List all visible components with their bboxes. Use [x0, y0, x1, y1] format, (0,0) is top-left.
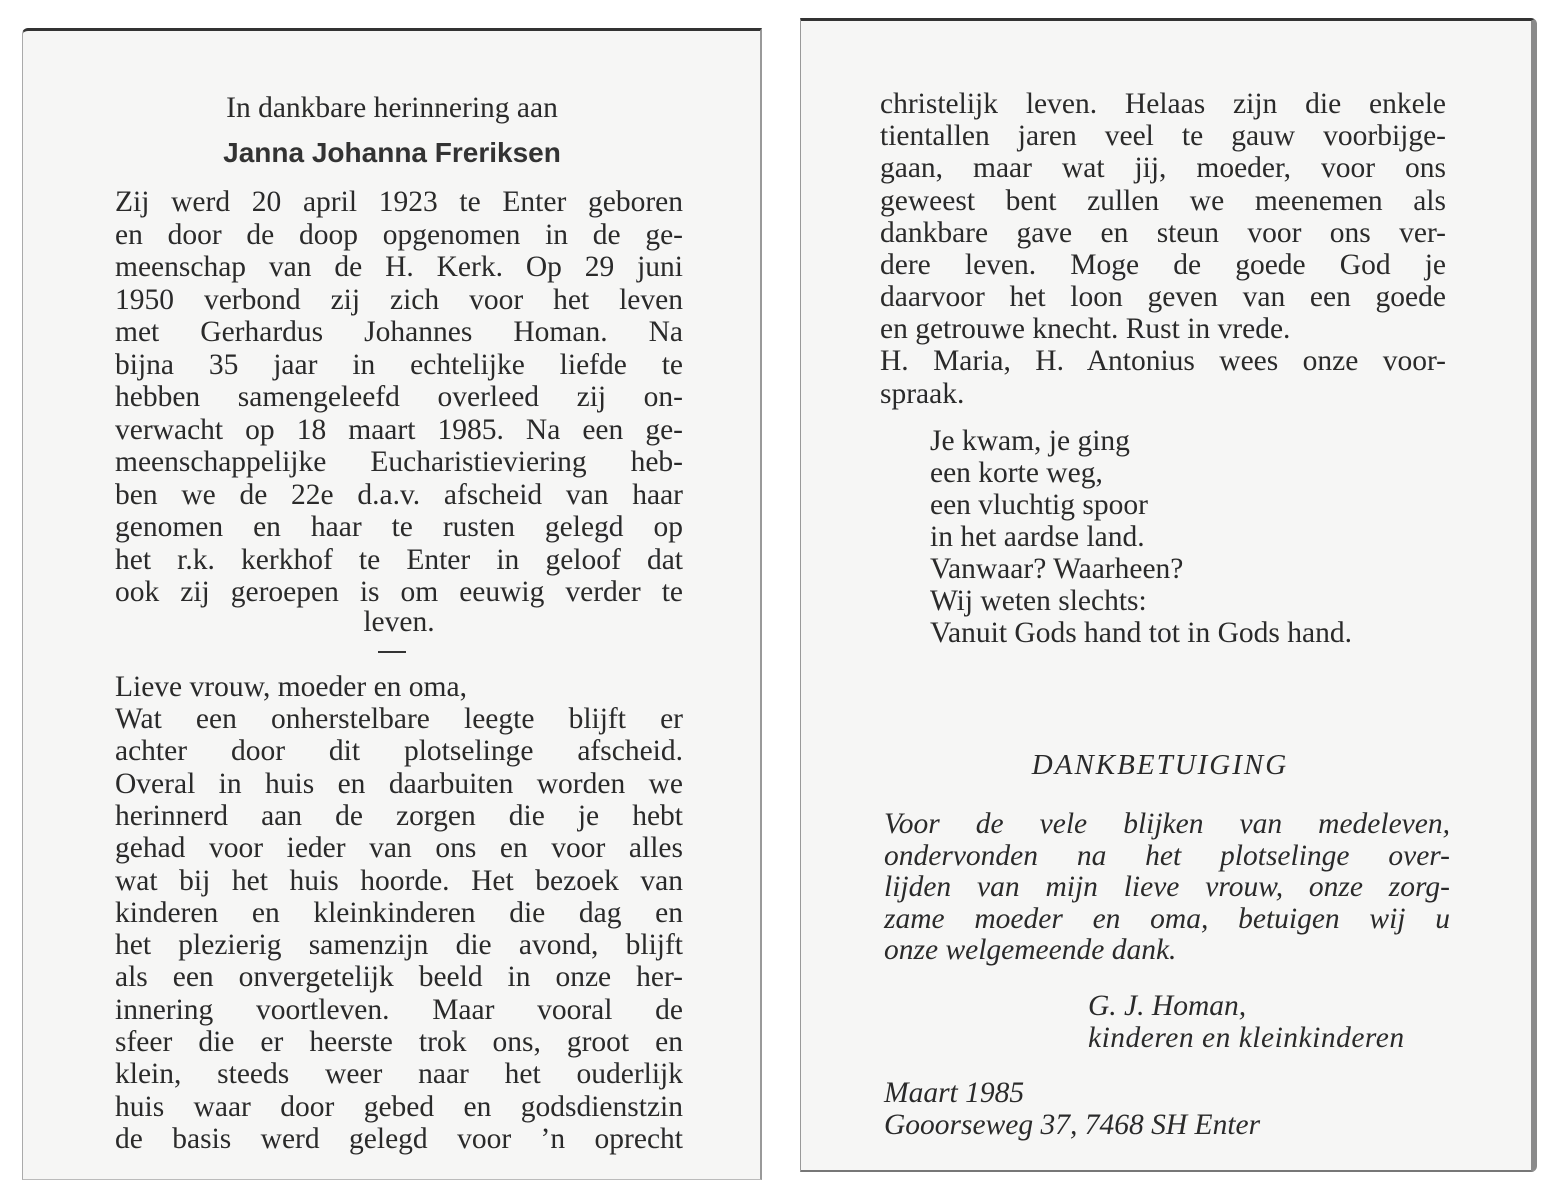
date-text: Maart 1985 [884, 1077, 1025, 1109]
letter-left-line: kinderen en kleinkinderen die dag en [115, 896, 683, 929]
letter-right-line: tientallen jaren veel te gauw voorbijge- [880, 120, 1446, 153]
prayer-line: H. Maria, H. Antonius wees onze voor- [880, 345, 1446, 377]
bio-line: ben we de 22e d.a.v. afscheid van haar [115, 478, 683, 511]
deceased-name: Janna Johanna Freriksen [223, 137, 561, 168]
poem-line: Je kwam, je ging [930, 425, 1130, 457]
bio-line: genomen en haar te rusten gelegd op [115, 511, 683, 543]
thanks-line: ondervonden na het plotselinge over- [884, 839, 1450, 872]
poem-line: Vanwaar? Waarheen? [930, 553, 1184, 585]
letter-right-line: gaan, maar wat jij, moeder, voor ons [880, 152, 1446, 185]
signature-name: G. J. Homan, [1088, 990, 1247, 1022]
thanks-line: Voor de vele blijken van medeleven, [884, 808, 1450, 840]
letter-right-line: christelijk leven. Helaas zijn die enkele [880, 88, 1446, 120]
bio-line: hebben samengeleefd overleed zij on- [115, 381, 683, 413]
letter-left-line: het plezierig samenzijn die avond, blijft [115, 929, 683, 962]
bio-line: verwacht op 18 maart 1985. Na een ge- [115, 413, 683, 446]
letter-left-line: als een onvergetelijk beeld in onze her- [115, 961, 683, 994]
bio-line: meenschappelijke Eucharistieviering heb- [115, 446, 683, 478]
letter-left-line: gehad voor ieder van ons en voor alles [115, 832, 683, 865]
thanks-heading: DANKBETUIGING [1031, 749, 1289, 781]
letter-right-last-line: en getrouwe knecht. Rust in vrede. [880, 313, 1291, 345]
thanks-line: zame moeder en oma, betuigen wij u [884, 902, 1450, 935]
biography-last-line: leven. [363, 606, 435, 638]
bio-line: het r.k. kerkhof te Enter in geloof dat [115, 543, 683, 576]
signature-family: kinderen en kleinkinderen [1088, 1022, 1405, 1054]
bio-line: ook zij geroepen is om eeuwig verder te [115, 576, 683, 608]
intro-text: In dankbare herinnering aan [226, 92, 558, 124]
letter-right-line: dere leven. Moge de goede God je [880, 249, 1446, 281]
poem-line: in het aardse land. [930, 521, 1145, 553]
thanks-line: lijden van mijn lieve vrouw, onze zorg- [884, 871, 1450, 903]
poem-line: Wij weten slechts: [930, 585, 1147, 617]
letter-right-line: geweest bent zullen we meenemen als [880, 184, 1446, 217]
bio-line: bijna 35 jaar in echtelijke liefde te [115, 348, 683, 381]
bio-line: met Gerhardus Johannes Homan. Na [115, 316, 683, 348]
letter-left-line: innering voortleven. Maar vooral de [115, 993, 683, 1026]
separator-dash [378, 651, 406, 653]
letter-left-line: Overal in huis en daarbuiten worden we [115, 767, 683, 800]
letter-left-line: herinnerd aan de zorgen die je hebt [115, 799, 683, 832]
prayer-last-line: spraak. [880, 378, 965, 410]
thanks-last-line: onze welgemeende dank. [884, 934, 1177, 966]
bio-line: meenschap van de H. Kerk. Op 29 juni [115, 251, 683, 283]
letter-left-line: Wat een onherstelbare leegte blijft er [115, 703, 683, 735]
letter-left-line: huis waar door gebed en godsdienstzin [115, 1090, 683, 1123]
letter-left-line: wat bij het huis hoorde. Het bezoek van [115, 864, 683, 897]
bio-line: Zij werd 20 april 1923 te Enter geboren [115, 186, 683, 218]
poem-line: een korte weg, [930, 457, 1103, 489]
letter-right-line: daarvoor het loon geven van een goede [880, 281, 1446, 314]
letter-left-line: de basis werd gelegd voor ’n oprecht [115, 1122, 683, 1155]
letter-left-line: klein, steeds weer naar het ouderlijk [115, 1058, 683, 1091]
poem-line: Vanuit Gods hand tot in Gods hand. [930, 617, 1352, 649]
letter-left-line: achter door dit plotselinge afscheid. [115, 735, 683, 768]
poem-line: een vluchtig spoor [930, 489, 1148, 521]
bio-line: en door de doop opgenomen in de ge- [115, 218, 683, 251]
bio-line: 1950 verbond zij zich voor het leven [115, 283, 683, 316]
letter-greeting: Lieve vrouw, moeder en oma, [115, 671, 467, 703]
letter-right-line: dankbare gave en steun voor ons ver- [880, 216, 1446, 249]
letter-left-line: sfeer die er heerste trok ons, groot en [115, 1026, 683, 1058]
address-text: Gooorseweg 37, 7468 SH Enter [884, 1109, 1261, 1141]
